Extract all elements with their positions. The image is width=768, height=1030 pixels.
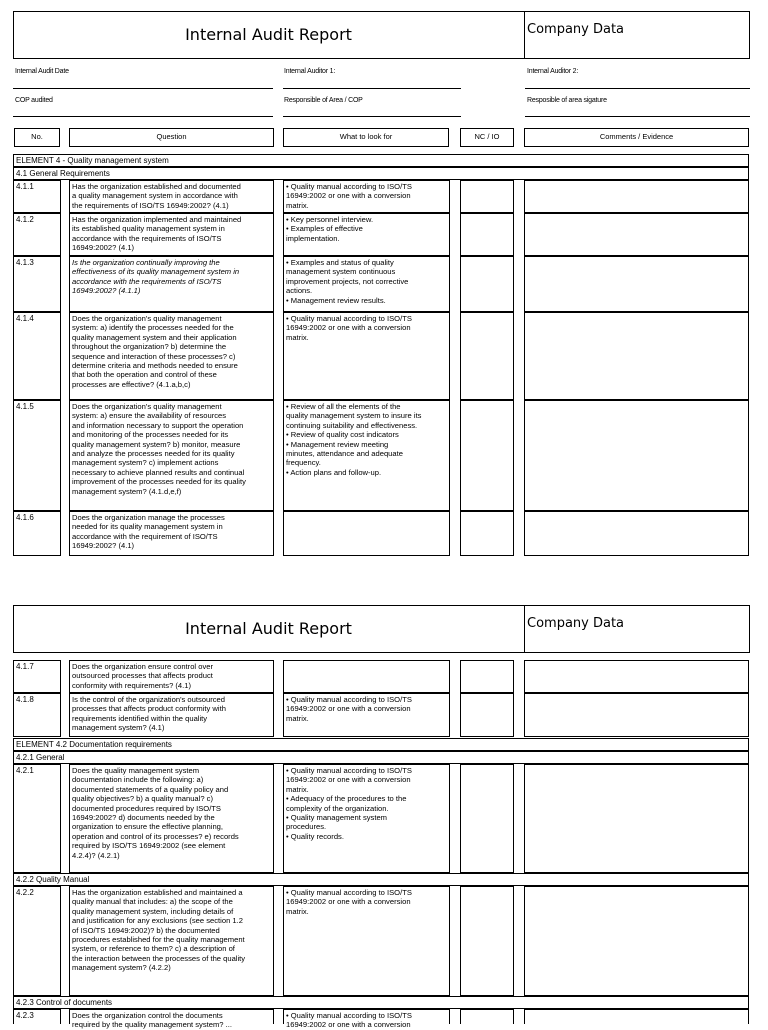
row-look-for: • Examples and status of quality management system continuous improvement projects, not corrective actions. • Management review results.	[283, 256, 450, 312]
row-look-for	[283, 660, 450, 693]
auditor1-line[interactable]	[283, 88, 461, 89]
row-question: Has the organization established and documented a quality management system in accordance with the requirements of ISO/TS 16949:2002? (4.1)	[69, 180, 274, 213]
row-no: 4.2.3	[13, 1009, 61, 1024]
signature-line[interactable]	[525, 116, 750, 117]
row-no: 4.1.8	[13, 693, 61, 737]
col-header-no: No.	[14, 128, 60, 147]
element-row-2: ELEMENT 4.2 Documentation requirements	[13, 738, 749, 751]
row-comments-cell[interactable]	[524, 256, 749, 312]
row-comments-cell[interactable]	[524, 886, 749, 996]
row-question: Does the organization's quality management system: a) identify the processes needed for the quality management system and their application throughout the organization? b) determine the sequence and interaction of these processes? c) determine criteria and methods needed to ensure that both the operation and control of these processes are effective? (4.1.a,b,c)	[69, 312, 274, 400]
row-question: Does the organization's quality management system: a) ensure the availability of resources and information necessary to support the operation and monitoring of the processes needed for its quality management system? b) monitor, measure and analyze the processes needed for its quality management system? c) implement actions necessary to achieve planned results and continual improvement of the processes needed for its quality management system? (4.1.d,e,f)	[69, 400, 274, 511]
row-look-for	[283, 511, 450, 556]
row-nc-cell[interactable]	[460, 886, 514, 996]
cop-audited-label: COP audited	[15, 97, 53, 104]
col-header-comments: Comments / Evidence	[524, 128, 749, 147]
row-question: Does the quality management system documentation include the following: a) documented statements of a quality policy and quality objectives? b) a quality manual? c) documented procedures required by ISO/TS 16949:2002? d) documents needed by the organization to ensure the effective planning, operation and control of its processes? e) records required by ISO/TS 16949:2002 (see element 4.2.4)? (4.2.1)	[69, 764, 274, 873]
responsible-label: Responsible of Area / COP	[284, 97, 363, 104]
company-data-label: Company Data	[527, 22, 625, 37]
row-no: 4.1.3	[13, 256, 61, 312]
page-title-2: Internal Audit Report	[185, 619, 352, 638]
row-question: Does the organization manage the processes needed for its quality management system in accordance with the requirement of ISO/TS 16949:2002? (4.1)	[69, 511, 274, 556]
row-comments-cell[interactable]	[524, 764, 749, 873]
row-question: Is the organization continually improving the effectiveness of its quality management system in accordance with the requirements of ISO/TS 16949:2002? (4.1.1)	[69, 256, 274, 312]
auditor2-label: Internal Auditor 2:	[527, 68, 579, 75]
responsible-line[interactable]	[283, 116, 461, 117]
subsection-row-421: 4.2.1 General	[13, 751, 749, 764]
row-nc-cell[interactable]	[460, 180, 514, 213]
row-no: 4.2.1	[13, 764, 61, 873]
col-header-nc: NC / IO	[460, 128, 514, 147]
subsection-row-422: 4.2.2 Quality Manual	[13, 873, 749, 886]
row-comments-cell[interactable]	[524, 180, 749, 213]
row-no: 4.1.6	[13, 511, 61, 556]
row-comments-cell[interactable]	[524, 660, 749, 693]
row-nc-cell[interactable]	[460, 213, 514, 256]
header-divider	[524, 11, 525, 59]
row-nc-cell[interactable]	[460, 400, 514, 511]
row-comments-cell[interactable]	[524, 693, 749, 737]
subsection-row: 4.1 General Requirements	[13, 167, 749, 180]
auditor2-line[interactable]	[525, 88, 750, 89]
row-comments-cell[interactable]	[524, 312, 749, 400]
row-no: 4.1.2	[13, 213, 61, 256]
row-question: Is the control of the organization's outsourced processes that affects product conformity with requirements identified within the quality management system? (4.1)	[69, 693, 274, 737]
row-look-for: • Quality manual according to ISO/TS 16949:2002 or one with a conversion matrix.	[283, 180, 450, 213]
row-look-for: • Quality manual according to ISO/TS 16949:2002 or one with a conversion matrix.	[283, 312, 450, 400]
subsection-row-423: 4.2.3 Control of documents	[13, 996, 749, 1009]
row-nc-cell[interactable]	[460, 764, 514, 873]
row-no: 4.1.5	[13, 400, 61, 511]
row-nc-cell[interactable]	[460, 660, 514, 693]
row-question: Has the organization established and maintained a quality manual that includes: a) the scope of the quality management system, including details of and justification for any exclusions (see section 1.2 of ISO/TS 16949:2002)? b) the documented procedures established for the quality management system, or reference to them? c) a description of the interaction between the processes of the quality management system? (4.2.2)	[69, 886, 274, 996]
row-no: 4.1.4	[13, 312, 61, 400]
auditor1-label: Internal Auditor 1:	[284, 68, 336, 75]
row-no: 4.2.2	[13, 886, 61, 996]
row-nc-cell[interactable]	[460, 693, 514, 737]
row-nc-cell[interactable]	[460, 256, 514, 312]
element-row: ELEMENT 4 - Quality management system	[13, 154, 749, 167]
row-look-for: • Quality manual according to ISO/TS 16949:2002 or one with a conversion matrix.	[283, 693, 450, 737]
row-nc-cell[interactable]	[460, 312, 514, 400]
row-comments-cell[interactable]	[524, 511, 749, 556]
col-header-look: What to look for	[283, 128, 449, 147]
company-data-label-2: Company Data	[527, 616, 625, 631]
row-comments-cell[interactable]	[524, 400, 749, 511]
col-header-question: Question	[69, 128, 274, 147]
row-no: 4.1.1	[13, 180, 61, 213]
row-question: Does the organization control the documents required by the quality management system? ...	[69, 1009, 274, 1024]
row-nc-cell[interactable]	[460, 1009, 514, 1024]
page-title: Internal Audit Report	[185, 25, 352, 44]
cop-audited-line[interactable]	[13, 116, 273, 117]
audit-date-label: Internal Audit Date	[15, 68, 69, 75]
row-question: Does the organization ensure control over outsourced processes that affects product conformity with requirements? (4.1)	[69, 660, 274, 693]
row-look-for: • Review of all the elements of the quality management system to insure its continuing suitability and effectiveness. • Review of quality cost indicators • Management review meeting minutes, attendance and adequate frequency. • Action plans and follow-up.	[283, 400, 450, 511]
audit-date-line[interactable]	[13, 88, 273, 89]
header-divider-2	[524, 605, 525, 653]
row-nc-cell[interactable]	[460, 511, 514, 556]
row-question: Has the organization implemented and maintained its established quality management system in accordance with the requirements of ISO/TS 16949:2002? (4.1)	[69, 213, 274, 256]
row-comments-cell[interactable]	[524, 213, 749, 256]
row-look-for: • Quality manual according to ISO/TS 16949:2002 or one with a conversion	[283, 1009, 450, 1024]
row-look-for: • Quality manual according to ISO/TS 16949:2002 or one with a conversion matrix. • Adequacy of the procedures to the complexity of the organization. • Quality management system procedures. • Quality records.	[283, 764, 450, 873]
row-look-for: • Key personnel interview. • Examples of effective implementation.	[283, 213, 450, 256]
row-no: 4.1.7	[13, 660, 61, 693]
row-comments-cell[interactable]	[524, 1009, 749, 1024]
signature-label: Resposible of area sigature	[527, 97, 607, 104]
row-look-for: • Quality manual according to ISO/TS 16949:2002 or one with a conversion matrix.	[283, 886, 450, 996]
